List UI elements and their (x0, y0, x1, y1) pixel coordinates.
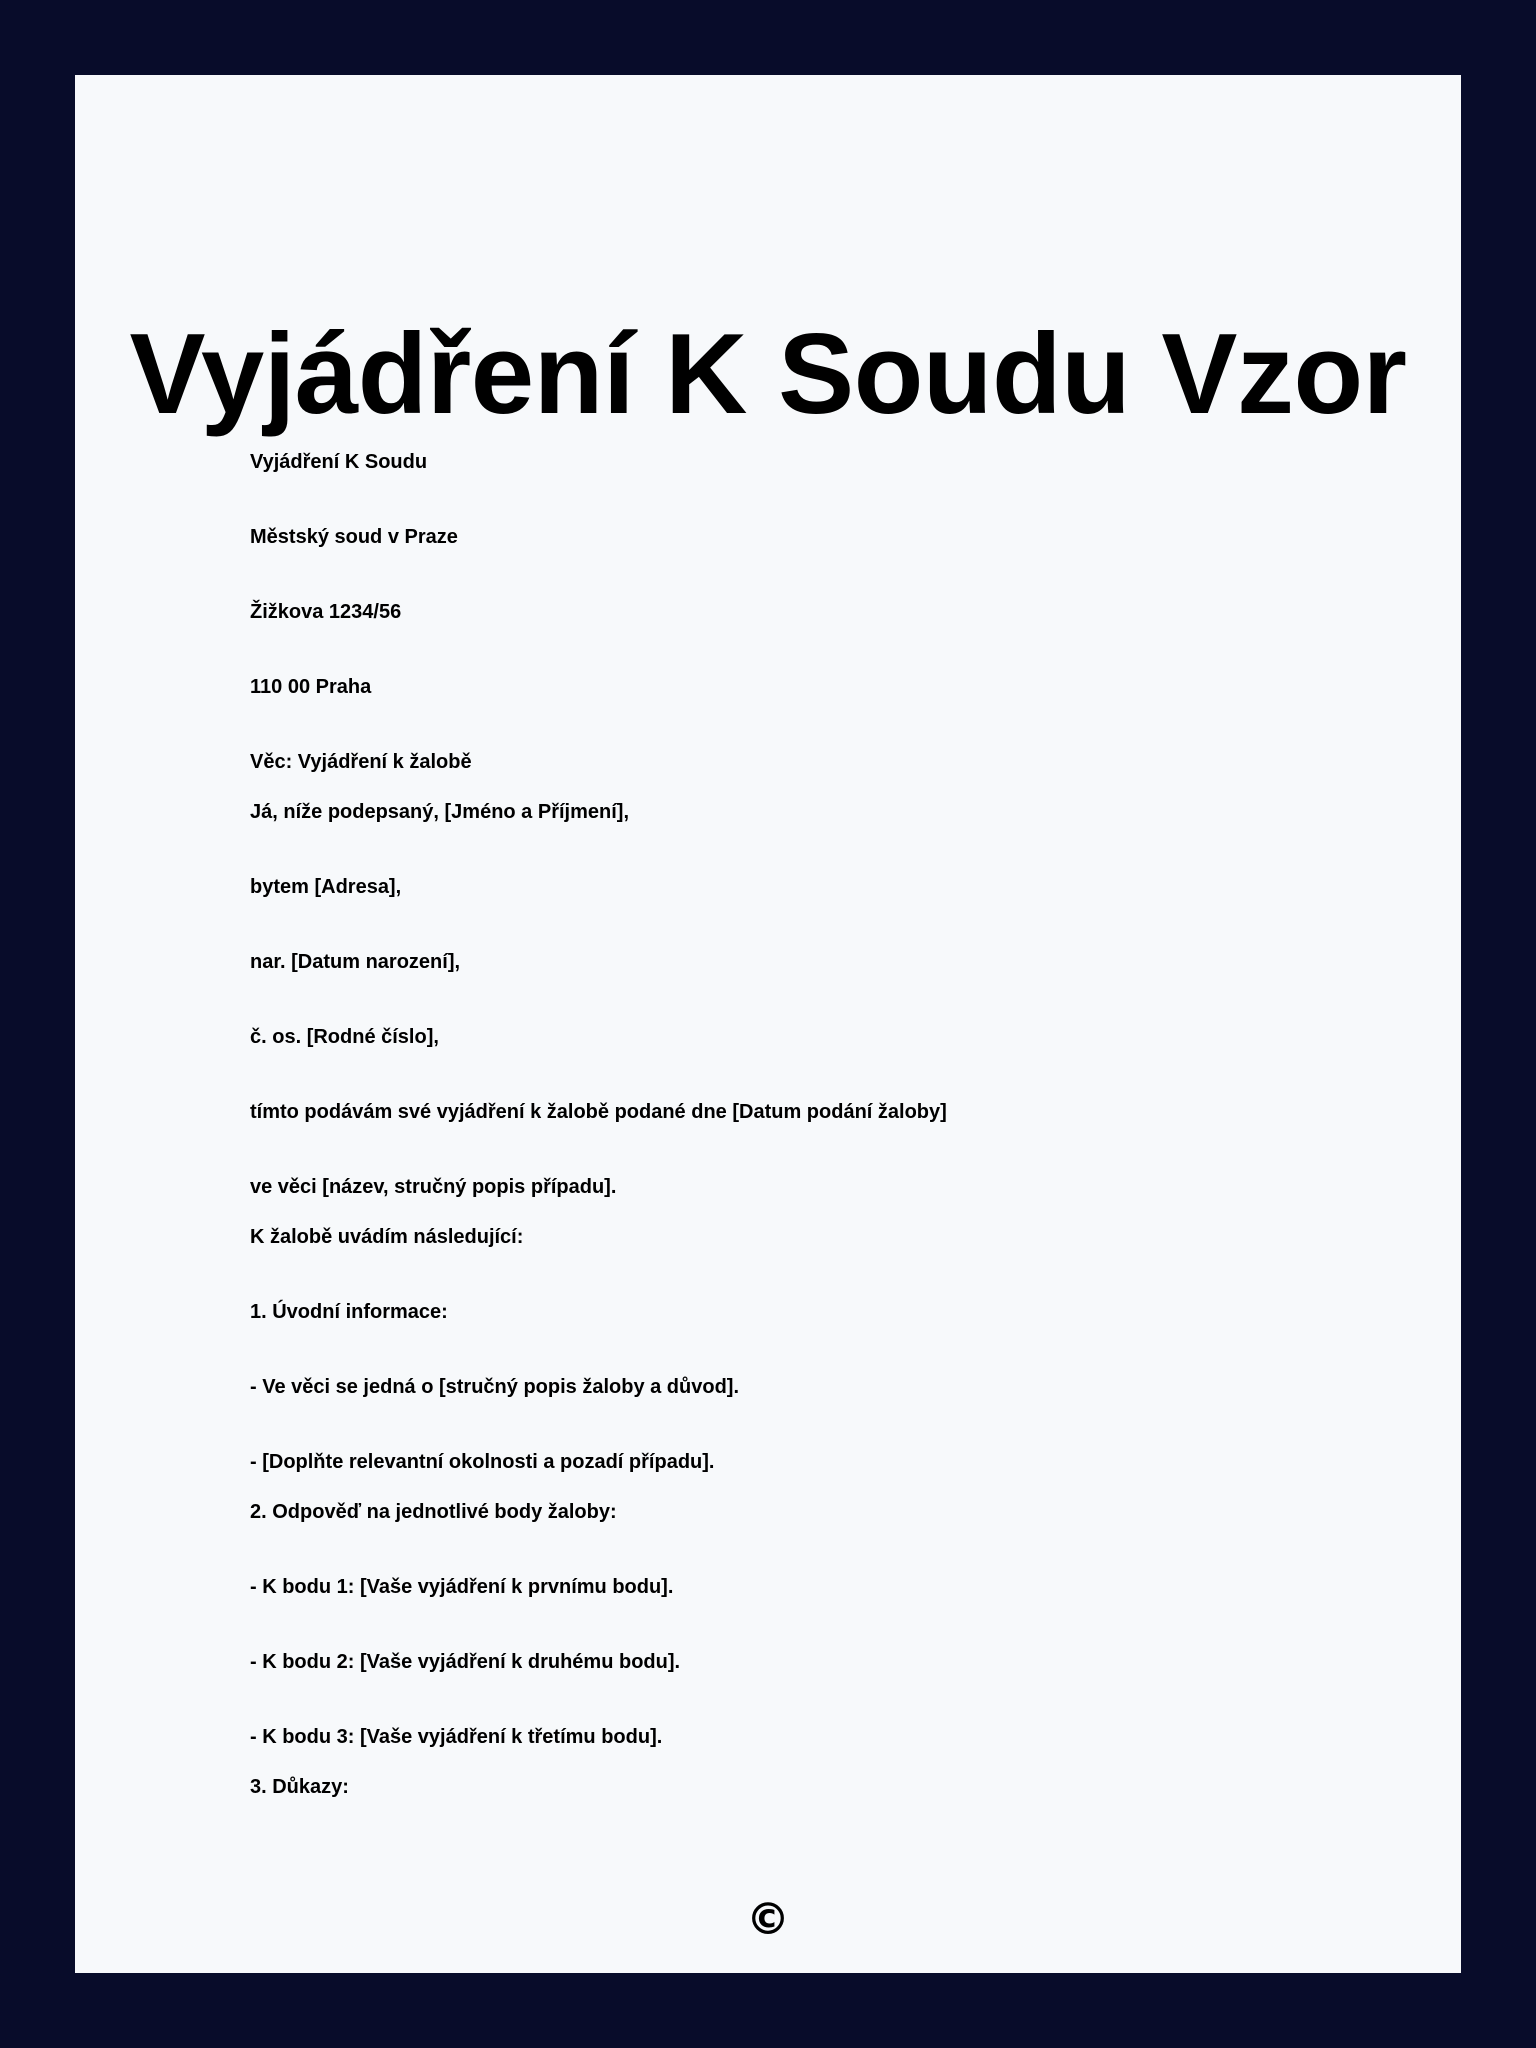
copyright-icon: © (746, 1894, 790, 1945)
heading-line: Vyjádření K Soudu (250, 451, 428, 473)
document-title: Vyjádření K Soudu Vzor (129, 311, 1407, 438)
body-line: bytem [Adresa], (250, 876, 402, 898)
section-heading: 2. Odpověď na jednotlivé body žaloby: (250, 1501, 617, 1523)
section-heading: 1. Úvodní informace: (250, 1301, 448, 1323)
section-heading: 3. Důkazy: (250, 1776, 349, 1798)
body-line: K žalobě uvádím následující: (250, 1226, 524, 1248)
subject-line: Věc: Vyjádření k žalobě (250, 751, 472, 773)
body-line: nar. [Datum narození], (250, 951, 461, 973)
list-item: - K bodu 2: [Vaše vyjádření k druhému bodu]. (250, 1651, 681, 1673)
document-page (75, 75, 1461, 1973)
list-item: - [Doplňte relevantní okolnosti a pozadí případu]. (250, 1451, 715, 1473)
court-street-line: Žižkova 1234/56 (250, 601, 402, 623)
court-city-line: 110 00 Praha (250, 676, 372, 698)
body-line: tímto podávám své vyjádření k žalobě podané dne [Datum podání žaloby] (250, 1101, 947, 1123)
body-line: č. os. [Rodné číslo], (250, 1026, 439, 1048)
body-line: ve věci [název, stručný popis případu]. (250, 1176, 617, 1198)
body-line: Já, níže podepsaný, [Jméno a Příjmení], (250, 801, 629, 823)
list-item: - Ve věci se jedná o [stručný popis žaloby a důvod]. (250, 1376, 740, 1398)
list-item: - K bodu 1: [Vaše vyjádření k prvnímu bodu]. (250, 1576, 674, 1598)
list-item: - K bodu 3: [Vaše vyjádření k třetímu bodu]. (250, 1726, 663, 1748)
court-name-line: Městský soud v Praze (250, 526, 458, 548)
